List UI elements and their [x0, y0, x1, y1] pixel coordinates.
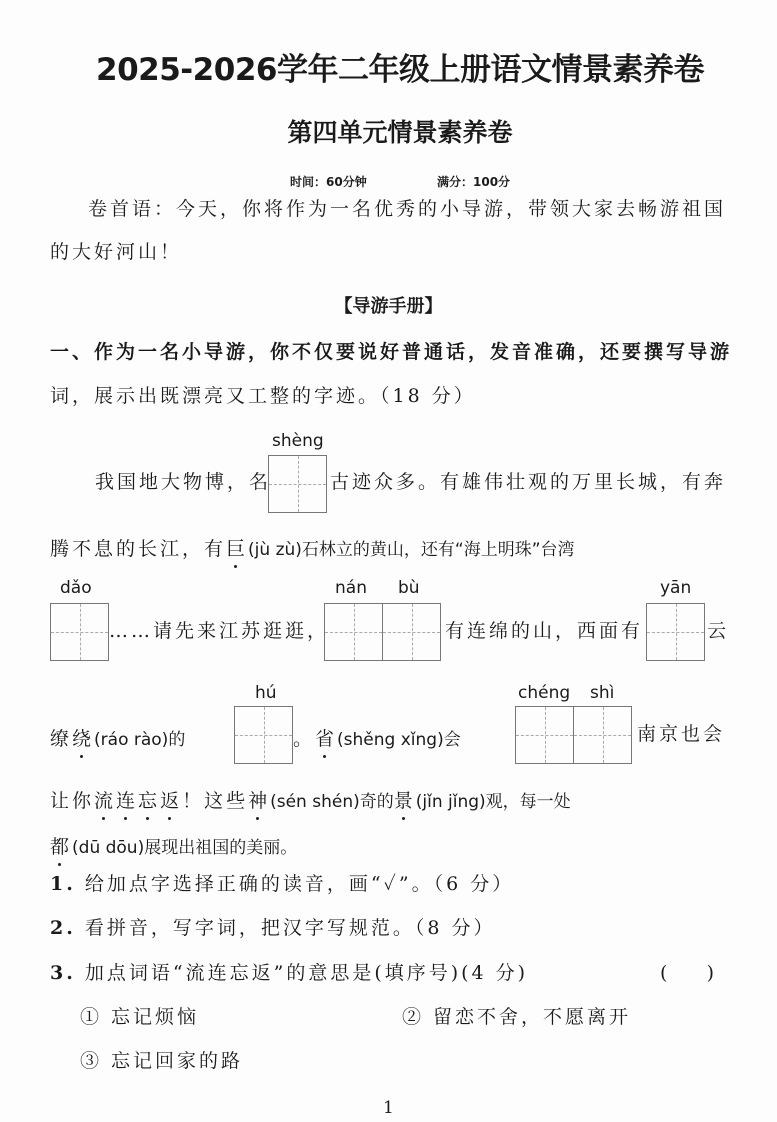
pinyin-label: yān — [660, 578, 692, 598]
passage-text: 南京也会 — [637, 723, 726, 745]
passage-text: 腾不息的长江，有巨(jù zù)石林立的黄山，还有“海上明珠”台湾 — [50, 538, 575, 560]
pinyin-label: hú — [255, 683, 277, 703]
passage-text: 有连绵的山，西面有 — [445, 620, 644, 642]
writing-box[interactable] — [324, 603, 441, 661]
pinyin-label: dǎo — [60, 578, 92, 598]
passage-text: ……请先来江苏逛逛， — [109, 620, 330, 642]
option-2: ② 留恋不舍，不愿离开 — [402, 1006, 632, 1028]
writing-box[interactable] — [268, 455, 327, 513]
sub-question-1: 1. 给加点字选择正确的读音，画“✓”。（6 分） — [50, 873, 515, 895]
option-1: ① 忘记烦恼 — [80, 1006, 200, 1028]
pinyin-label: chéng — [518, 683, 571, 703]
question-1-line-2: 词，展示出既漂亮又工整的字迹。（18 分） — [50, 385, 476, 407]
writing-box[interactable] — [646, 603, 705, 661]
pinyin-label: shì — [590, 683, 615, 703]
answer-blank[interactable]: ( ) — [660, 962, 717, 984]
option-3: ③ 忘记回家的路 — [80, 1050, 244, 1072]
passage-text: 云 — [707, 620, 730, 642]
passage-text: 我国地大物博，名 — [95, 471, 272, 493]
exam-title: 2025-2026学年二年级上册语文情景素养卷 — [96, 52, 704, 88]
passage-text: 缭绕(ráo rào)的 — [50, 728, 186, 750]
pinyin-label: nán — [335, 578, 367, 598]
writing-box[interactable] — [234, 706, 293, 764]
sub-question-3: 3. 加点词语“流连忘返”的意思是(填序号)(4 分) — [50, 962, 529, 984]
writing-box[interactable] — [50, 603, 109, 661]
pinyin-label: bù — [398, 578, 420, 598]
page-number: 1 — [383, 1098, 394, 1118]
section-heading: 【导游手册】 — [334, 296, 443, 317]
pinyin-label: shèng — [272, 431, 324, 451]
passage-text: 让你流连忘返！这些神(sén shén)奇的景(jǐn jǐng)观，每一处 — [50, 790, 571, 812]
passage-text: 。省(shěng xǐng)会 — [293, 728, 461, 750]
passage-text: 古迹众多。有雄伟壮观的万里长城，有奔 — [330, 471, 727, 493]
sub-question-2: 2. 看拼音，写字词，把汉字写规范。（8 分） — [50, 917, 496, 939]
writing-box[interactable] — [515, 706, 632, 764]
intro-line-2: 的大好河山！ — [50, 241, 183, 263]
passage-text: 都(dū dōu)展现出祖国的美丽。 — [50, 836, 298, 858]
intro-line-1: 卷首语：今天，你将作为一名优秀的小导游，带领大家去畅游祖国 — [88, 198, 727, 220]
unit-subtitle: 第四单元情景素养卷 — [287, 118, 513, 147]
full-score: 满分：100分 — [437, 175, 511, 189]
question-1-line-1: 一、作为一名小导游，你不仅要说好普通话，发音准确，还要撰写导游 — [50, 341, 733, 363]
time-limit: 时间：60分钟 — [290, 175, 367, 189]
